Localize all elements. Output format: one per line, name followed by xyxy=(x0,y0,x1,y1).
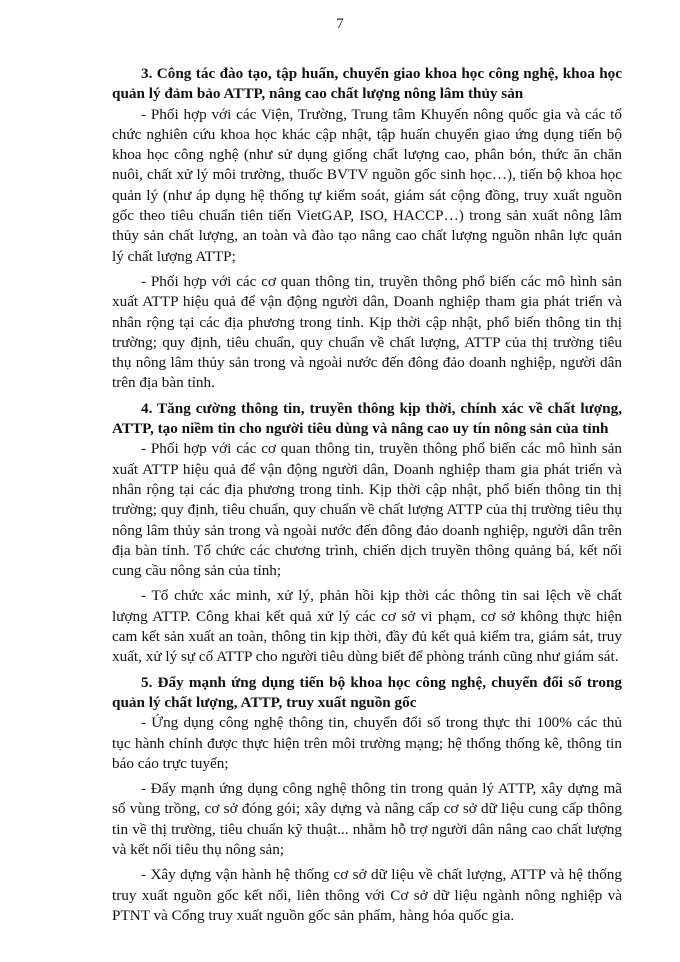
paragraph: - Phối hợp với các cơ quan thông tin, truyền thông phổ biến các mô hình sản xuất ATTP hiệu quả để vận động người dân, Doanh nghiệp tham gia phát triển và nhân rộng tại các địa phương trong tỉnh. Kịp thời cập nhật, phổ biến thông tin thị trường; quy định, tiêu chuẩn, quy chuẩn về chất lượng ATTP của thị trường tiêu thụ nông lâm thủy sản trong và ngoài nước đến đông đảo doanh nghiệp, người dân trên địa bàn tỉnh. Tổ chức các chương trình, chiến dịch truyền thông quảng bá, kết nối cung cầu nông sản của tỉnh; xyxy=(112,440,622,580)
document-body xyxy=(112,64,622,931)
paragraph: - Phối hợp với các cơ quan thông tin, truyền thông phổ biến các mô hình sản xuất ATTP hiệu quả để vận động người dân, Doanh nghiệp tham gia phát triển và nhân rộng tại các địa phương trong tỉnh. Kịp thời cập nhật, phổ biến thông tin thị trường; quy định, tiêu chuẩn, quy chuẩn về chất lượng, ATTP của thị trường tiêu thụ nông lâm thủy sản trong và ngoài nước đến đông đảo doanh nghiệp, người dân trên địa bàn tỉnh. xyxy=(112,272,622,392)
paragraph: - Tổ chức xác minh, xử lý, phản hồi kịp thời các thông tin sai lệch về chất lượng ATTP. Công khai kết quả xử lý các cơ sở vi phạm, cơ sở không thực hiện cam kết sản xuất an toàn, thông tin kịp thời, đầy đủ kết quả kiểm tra, giám sát, truy xuất, xử lý sự cố ATTP cho người tiêu dùng biết để phòng tránh cũng như giám sát. xyxy=(112,587,622,666)
paragraph: - Đẩy mạnh ứng dụng công nghệ thông tin trong quản lý ATTP, xây dựng mã số vùng trồng, cơ sở đóng gói; xây dựng và nâng cấp cơ sở dữ liệu cung cấp thông tin về thị trường, tiêu chuẩn kỹ thuật... nhằm hỗ trợ người dân nâng cao chất lượng và kết nối tiêu thụ nông sản; xyxy=(112,780,622,858)
section-heading: 3. Công tác đào tạo, tập huấn, chuyển giao khoa học công nghệ, khoa học quản lý đảm bảo ATTP, nâng cao chất lượng nông lâm thủy sản xyxy=(112,65,622,103)
section-heading: 5. Đẩy mạnh ứng dụng tiến bộ khoa học công nghệ, chuyển đổi số trong quản lý chất lượng, ATTP, truy xuất nguồn gốc xyxy=(112,673,622,711)
section-3 xyxy=(112,64,622,394)
section-5 xyxy=(112,673,622,927)
paragraph: - Ứng dụng công nghệ thông tin, chuyển đổi số trong thực thi 100% các thủ tục hành chính được thực hiện trên môi trường mạng; hệ thống thống kê, thông tin báo cáo trực tuyến; xyxy=(112,714,622,772)
paragraph: - Xây dựng vận hành hệ thống cơ sở dữ liệu về chất lượng, ATTP và hệ thống truy xuất nguồn gốc kết nối, liên thông với Cơ sở dữ liệu ngành nông nghiệp và PTNT và Cổng truy xuất nguồn gốc sản phẩm, hàng hóa quốc gia. xyxy=(112,866,622,924)
section-heading: 4. Tăng cường thông tin, truyền thông kịp thời, chính xác về chất lượng, ATTP, tạo niềm tin cho người tiêu dùng và nâng cao uy tín nông sản của tỉnh xyxy=(112,399,622,438)
section-4 xyxy=(112,399,622,668)
paragraph: - Phối hợp với các Viện, Trường, Trung tâm Khuyến nông quốc gia và các tổ chức nghiên cứu khoa học khác cập nhật, tập huấn chuyển giao ứng dụng tiến bộ khoa học công nghệ (như sử dụng giống chất lượng cao, phân bón, thức ăn chăn nuôi, chất xử lý môi trường, thuốc BVTV nguồn gốc sinh học…), tiến bộ khoa học quản lý (như áp dụng hệ thống tự kiểm soát, giám sát cộng đồng, truy xuất nguồn gốc theo tiêu chuẩn tiên tiến VietGAP, ISO, HACCP…) trong sản xuất nông lâm thủy sản chất lượng, an toàn và đào tạo nâng cao chất lượng nguồn nhân lực quản lý chất lượng ATTP; xyxy=(112,105,622,265)
page-number: 7 xyxy=(336,16,344,32)
